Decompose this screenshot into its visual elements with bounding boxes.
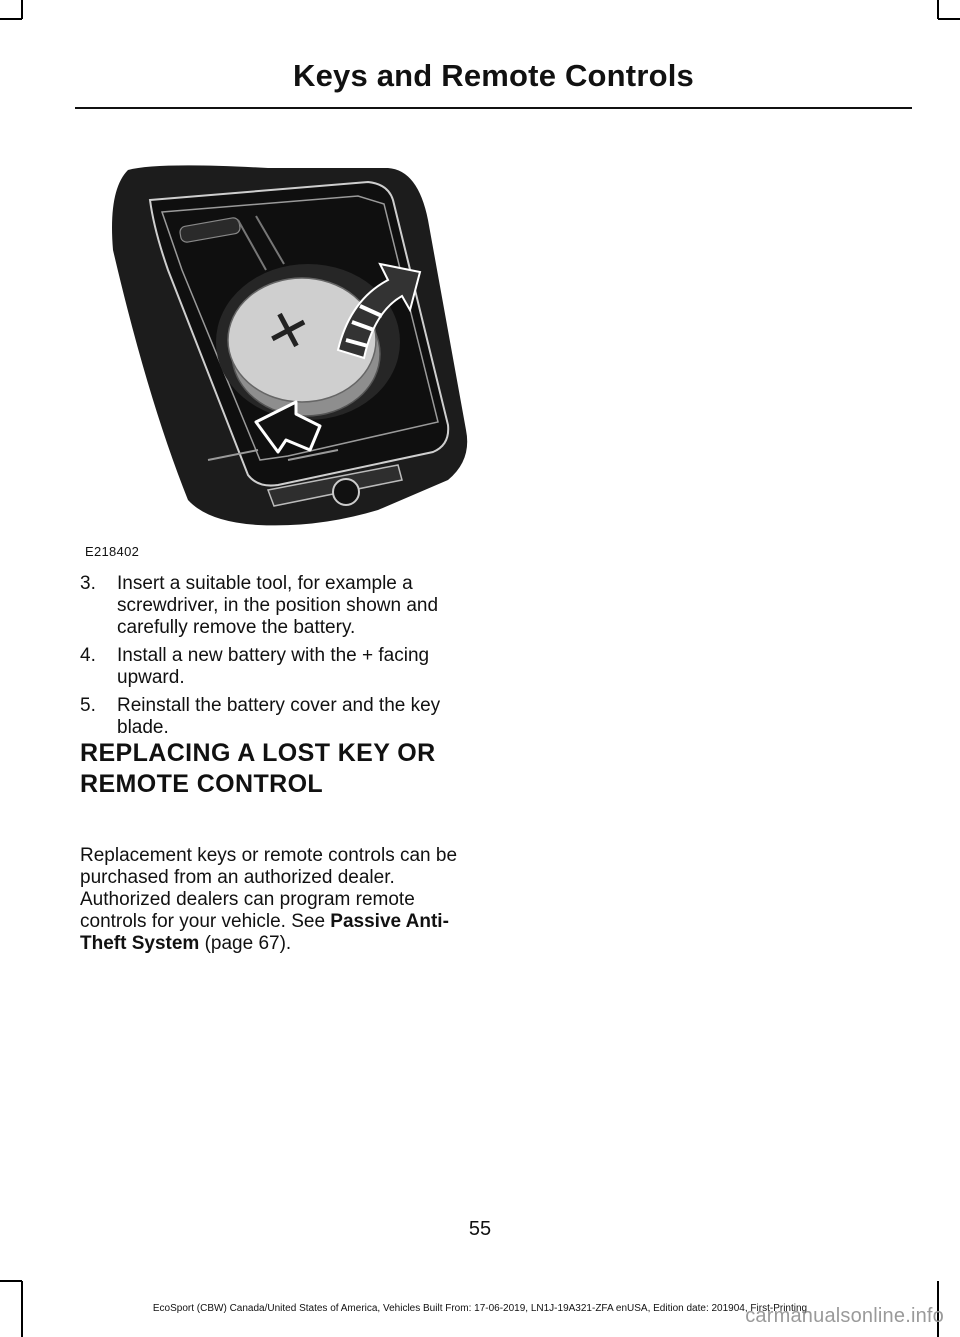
list-item <box>80 645 480 689</box>
step-text: Insert a suitable tool, for example a screwdriver, in the position shown and carefully remove the battery. <box>117 573 439 638</box>
step-text: Reinstall the battery cover and the key blade. <box>117 695 441 738</box>
crop-mark <box>938 18 960 20</box>
list-item <box>80 573 480 639</box>
cross-reference-link[interactable]: Passive Anti-Theft System <box>80 911 449 954</box>
crop-mark <box>937 0 939 19</box>
crop-mark <box>0 1280 22 1282</box>
edition-footer: EcoSport (CBW) Canada/United States of America, Vehicles Built From: 17-06-2019, LN1J-19A321-ZFA enUSA, Edition date: 201904, First-Printing <box>152 1303 808 1314</box>
page-reference: (page 67). <box>199 933 292 954</box>
list-item <box>80 695 480 739</box>
section-heading-line: REMOTE CONTROL <box>80 770 324 798</box>
paragraph-text: Replacement keys or remote controls can be purchased from an authorized dealer. Authorized dealers can program remote controls for your vehicle. See <box>80 845 458 932</box>
crop-mark <box>0 18 22 20</box>
step-text: Install a new battery with the + facing upward. <box>117 645 430 688</box>
crop-mark <box>21 0 23 19</box>
header-divider <box>75 107 912 109</box>
section-paragraph <box>80 845 484 955</box>
watermark: carmanualsonline.info <box>745 1305 944 1327</box>
page-number: 55 <box>468 1218 492 1240</box>
section-heading <box>80 738 480 800</box>
section-heading-line: REPLACING A LOST KEY OR <box>80 739 436 767</box>
key-fob-battery-illustration <box>88 160 480 540</box>
step-number: 4. <box>80 645 96 666</box>
figure-id: E218402 <box>85 544 140 559</box>
page-title: Keys and Remote Controls <box>293 58 694 93</box>
instruction-steps <box>80 573 480 745</box>
step-number: 5. <box>80 695 96 716</box>
step-number: 3. <box>80 573 96 594</box>
